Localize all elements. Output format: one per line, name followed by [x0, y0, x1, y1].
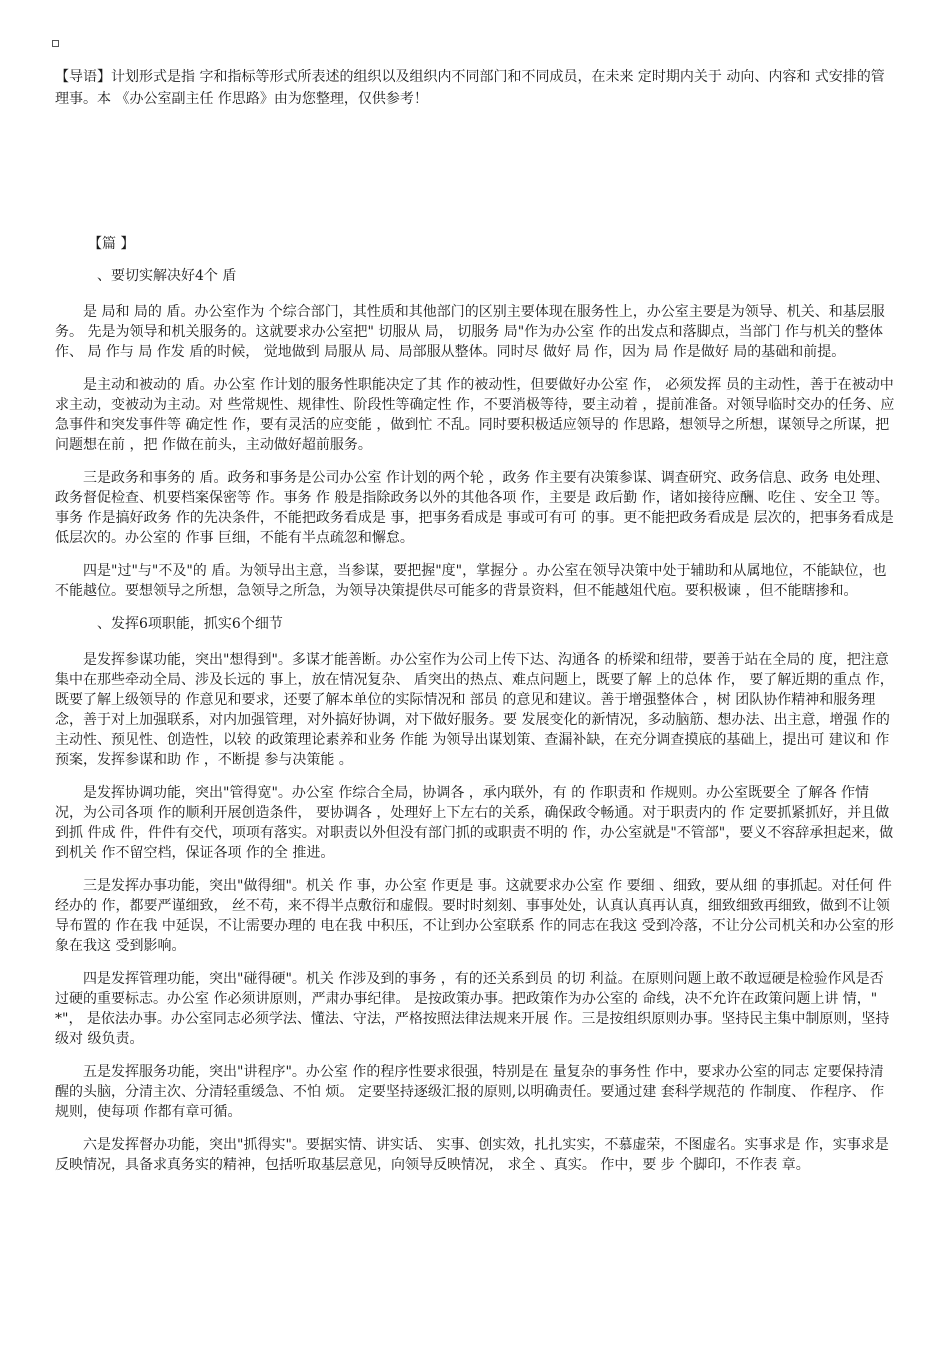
paragraph: 五是发挥服务功能，突出"讲程序"。办公室 作的程序性要求很强，特别是在 量复杂的事务性 作中，要求办公室的同志 定要保持清醒的头脑，分清主次、分清轻重缓急、不怕 烦。 定要坚持逐级汇报的原则,以明确责任。要通过建 套科学规范的 作制度、 作程序、 作规则，使每项 作都有章可循。 — [55, 1064, 885, 1120]
paragraph: 是发挥协调功能，突出"管得宽"。办公室 作综合全局，协调各 ，承内联外，有 的 作职责和 作规则。办公室既要全 了解各 作情况，为公司各项 作的顺利开展创造条件， 要协调各 ，处理好上下左右的关系，确保政令畅通。对于职责内的 作 定要抓紧抓好，并且做到抓 件成 件，件件有交代，项项有落实。对职责以外但没有部门抓的或职责不明的 作，办公室就是"不管部"，要义不容辞承担起来，做到机关 作不留空档，保证各项 作的全 推进。 — [55, 785, 894, 861]
paragraph: 是 局和 局的 盾。办公室作为 个综合部门，其性质和其他部门的区别主要体现在服务性上，办公室主要是为领导、机关、和基层服务。 先是为领导和机关服务的。这就要求办公室把" 切服从 局， 切服务 局"作为办公室 作的出发点和落脚点，当部门 作与机关的整体 作、 局 作与 局 作发 盾的时候， 觉地做到 局服从 局、局部服从整体。同时尽 做好 局 作，因为 局 作是做好 局的基础和前提。 — [55, 304, 885, 360]
subheading-2: 、发挥6项职能，抓实6个细节 — [97, 616, 283, 632]
paragraph: 三是发挥办事功能，突出"做得细"。机关 作 事，办公室 作更是 事。这就要求办公室 作 要细 、细致，要从细 的事抓起。对任何 件经办的 作，都要严谨细致， 丝不苟，来不得半点敷衍和虚假。要时时刻刻、事事处处，认真认真再认真，细致细致再细致，做到不让领导布置的 作在我 中延误，不让需要办理的 电在我 中积压，不让到办公室联系 作的同志在我这 受到冷落，不让分公司机关和办公室的形象在我这 受到影响。 — [55, 878, 894, 954]
section-title: 【篇 】 — [88, 236, 135, 252]
subheading-1: 、要切实解决好4个 盾 — [97, 268, 237, 284]
paragraph: 三是政务和事务的 盾。政务和事务是公司办公室 作计划的两个轮 ，政务 作主要有决策参谋、调查研究、政务信息、政务 电处理、政务督促检查、机要档案保密等 作。事务 作 般是指除政务以外的其他各项 作，主要是 政后勤 作，诸如接待应酬、吃住 、安全卫 等。事务 作是搞好政务 作的先决条件，不能把政务看成是 事，把事务看成是 事或可有可 的事。更不能把政务看成是 层次的，把事务看成是低层次的。办公室的 作事 巨细，不能有半点疏忽和懈怠。 — [55, 470, 894, 546]
paragraph: 四是发挥管理功能，突出"碰得硬"。机关 作涉及到的事务 ，有的还关系到员 的切 利益。在原则问题上敢不敢逗硬是检验作风是否过硬的重要标志。办公室 作必须讲原则，严肃办事纪律。 是按政策办事。把政策作为办公室的 命线，决不允许在政策问题上讲 情，" *"， 是依法办事。办公室同志必须学法、懂法、守法，严格按照法律法规来开展 作。三是按组织原则办事。坚持民主集中制原则，坚持 级对 级负责。 — [55, 971, 890, 1047]
bullet-mark-icon — [52, 40, 59, 47]
paragraph: 是主动和被动的 盾。办公室 作计划的服务性职能决定了其 作的被动性，但要做好办公室 作， 必须发挥 员的主动性，善于在被动中求主动，变被动为主动。对 些常规性、规律性、阶段性等确定性 作，不要消极等待，要主动着 ，提前准备。对领导临时交办的任务、应急事件和突发事件等 确定性 作，要有灵活的应变能 ，做到忙 不乱。同时要积极适应领导的 作思路，想领导之所想，谋领导之所谋，把问题想在前 ，把 作做在前头，主动做好超前服务。 — [55, 377, 895, 453]
paragraph: 四是"过"与"不及"的 盾。为领导出主意，当参谋，要把握"度"，掌握分 。办公室在领导决策中处于辅助和从属地位，不能缺位，也不能越位。要想领导之所想，急领导之所急，为领导决策提供尽可能多的背景资料，但不能越俎代庖。要积极谏 ，但不能瞎掺和。 — [55, 563, 887, 599]
paragraph: 六是发挥督办功能，突出"抓得实"。要据实情、讲实话、 实事、创实效，扎扎实实，不慕虚荣，不图虚名。实事求是 作，实事求是反映情况，具备求真务实的精神，包括听取基层意见，向领导反映情况， 求全 、真实。 作中，要 步 个脚印，不作表 章。 — [55, 1137, 889, 1173]
paragraph: 是发挥参谋功能，突出"想得到"。多谋才能善断。办公室作为公司上传下达、沟通各 的桥梁和纽带，要善于站在全局的 度，把注意 集中在那些牵动全局、涉及长远的 事上，放在情况复杂、 盾突出的热点、难点问题上，既要了解 上的总体 作， 要了解近期的重点 作，既要了解上级领导的 作意见和要求，还要了解本单位的实际情况和 部员 的意见和建议。善于增强整体合 ，树 团队协作精神和服务理念，善于对上加强联系，对内加强管理，对外搞好协调，对下做好服务。要 发展变化的新情况，多动脑筋、想办法、出主意，增强 作的主动性、预见性、创造性，以较 的政策理论素养和业务 作能 为领导出谋划策、查漏补缺，在充分调查摸底的基础上，提出可 建议和 作预案，发挥参谋和助 作 ，不断提 参与决策能 。 — [55, 652, 894, 768]
intro-paragraph: 【导语】计划形式是指 字和指标等形式所表述的组织以及组织内不同部门和不同成员，在未来 定时期内关于 动向、内容和 式安排的管理事。本 《办公室副主任 作思路》由为您整理，仅供参考！ — [55, 69, 885, 107]
document-body — [55, 266, 897, 1186]
